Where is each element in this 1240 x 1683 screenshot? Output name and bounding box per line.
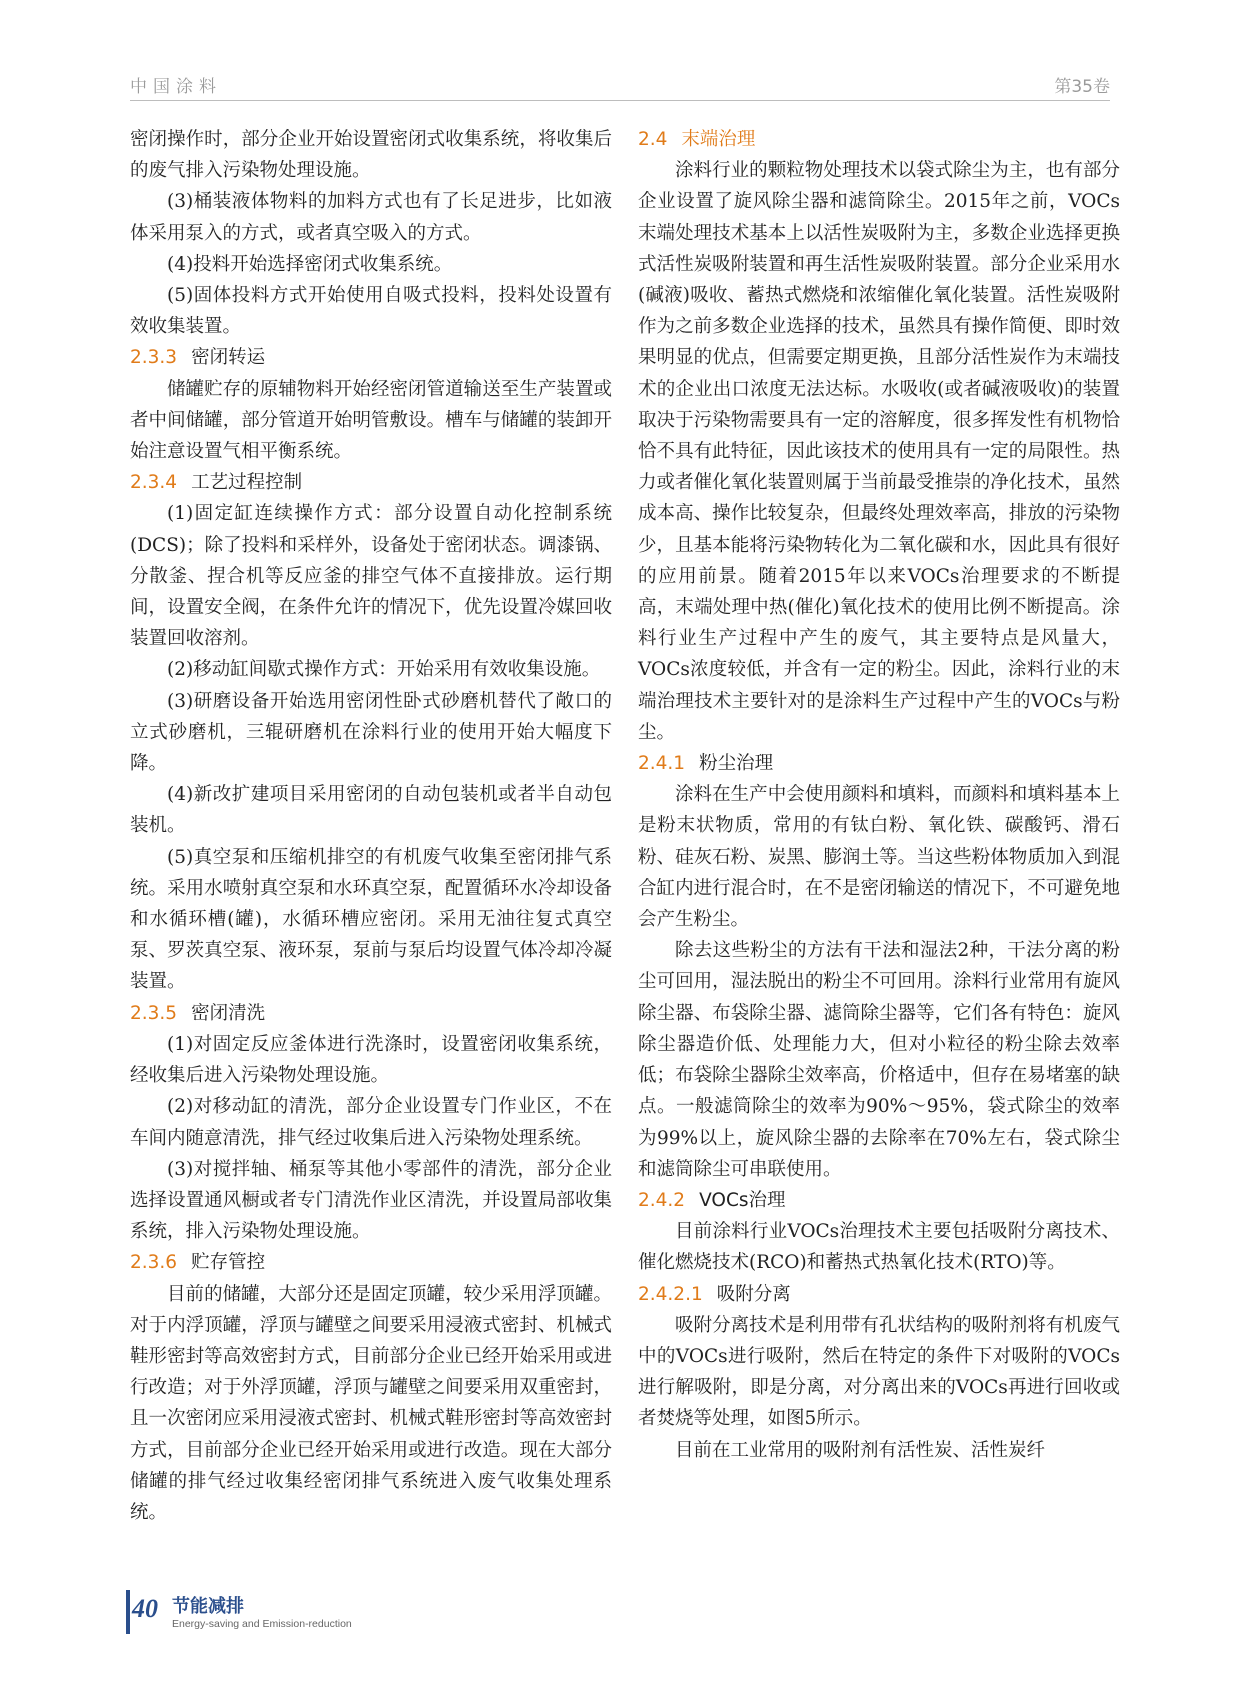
paragraph: 目前在工业常用的吸附剂有活性炭、活性炭纤 — [675, 1439, 1046, 1461]
section-heading-2-3-4 — [130, 467, 612, 498]
paragraph: 涂料行业的颗粒物处理技术以袋式除尘为主，也有部分企业设置了旋风除尘器和滤筒除尘。2015年之前，VOCs末端处理技术基本上以活性炭吸附为主，多数企业选择更换式活性炭吸附装置和再生活性炭吸附装置。部分企业采用水(碱液)吸收、蓄热式燃烧和浓缩催化氧化装置。活性炭吸附作为之前多数企业选择的技术，虽然具有操作简便、即时效果明显的优点，但需要定期更换，且部分活性炭作为末端技术的企业出口浓度无法达标。水吸收(或者碱液吸收)的装置取决于污染物需要具有一定的溶解度，很多挥发性有机物恰恰不具有此特征，因此该技术的使用具有一定的局限性。热力或者催化氧化装置则属于当前最受推崇的净化技术，虽然成本高、操作比较复杂，但最终处理效率高，排放的污染物少，且基本能将污染物转化为二氧化碳和水，因此具有很好的应用前景。随着2015年以来VOCs治理要求的不断提高，末端处理中热(催化)氧化技术的使用比例不断提高。涂料行业生产过程中产生的废气，其主要特点是风量大，VOCs浓度较低，并含有一定的粉尘。因此，涂料行业的末端治理技术主要针对的是涂料生产过程中产生的VOCs与粉尘。 — [638, 160, 1120, 743]
paragraph: (3)桶装液体物料的加料方式也有了长足进步，比如液体采用泵入的方式，或者真空吸入的方式。 — [130, 191, 612, 244]
section-number: 2.4.2 — [638, 1189, 686, 1211]
section-title: 工艺过程控制 — [191, 472, 303, 494]
paragraph: (1)固定缸连续操作方式：部分设置自动化控制系统(DCS)；除了投料和采样外，设备处于密闭状态。调漆锅、分散釜、捏合机等反应釜的排空气体不直接排放。运行期间，设置安全阀，在条件允许的情况下，优先设置冷媒回收装置回收溶剂。 — [130, 503, 612, 650]
header-rule — [130, 100, 1110, 101]
section-number: 2.3.5 — [130, 1002, 178, 1024]
section-title: 末端治理 — [681, 129, 756, 150]
section-heading-2-3-6 — [130, 1247, 612, 1278]
section-heading-2-4-2 — [638, 1185, 1120, 1216]
section-number: 2.3.6 — [130, 1252, 178, 1274]
section-heading-2-4-2-1 — [638, 1279, 1120, 1310]
section-label-english: Energy-saving and Emission-reduction — [172, 1618, 352, 1630]
section-heading-2-4 — [638, 124, 1120, 155]
volume-number: 第35卷 — [1054, 77, 1110, 97]
paragraph: (5)真空泵和压缩机排空的有机废气收集至密闭排气系统。采用水喷射真空泵和水环真空泵，配置循环水冷却设备和水循环槽(罐)，水循环槽应密闭。采用无油往复式真空泵、罗茨真空泵、液环泵，泵前与泵后均设置气体冷却冷凝装置。 — [130, 846, 612, 993]
right-column — [638, 124, 1120, 1466]
paragraph: 涂料在生产中会使用颜料和填料，而颜料和填料基本上是粉末状物质，常用的有钛白粉、氧化铁、碳酸钙、滑石粉、硅灰石粉、炭黑、膨润土等。当这些粉体物质加入到混合缸内进行混合时，在不是密闭输送的情况下，不可避免地会产生粉尘。 — [638, 784, 1120, 931]
paragraph: (5)固体投料方式开始使用自吸式投料，投料处设置有效收集装置。 — [130, 285, 612, 338]
paragraph: (4)投料开始选择密闭式收集系统。 — [167, 253, 453, 275]
paragraph: 目前涂料行业VOCs治理技术主要包括吸附分离技术、催化燃烧技术(RCO)和蓄热式热氧化技术(RTO)等。 — [638, 1221, 1120, 1274]
section-number: 2.4.2.1 — [638, 1283, 703, 1305]
paragraph: 储罐贮存的原辅物料开始经密闭管道输送至生产装置或者中间储罐，部分管道开始明管敷设。槽车与储罐的装卸开始注意设置气相平衡系统。 — [130, 378, 612, 463]
left-column — [130, 124, 612, 1528]
page-number: 40 — [132, 1594, 158, 1623]
section-title: 密闭清洗 — [191, 1002, 266, 1024]
paragraph: 吸附分离技术是利用带有孔状结构的吸附剂将有机废气中的VOCs进行吸附，然后在特定的条件下对吸附的VOCs进行解吸附，即是分离，对分离出来的VOCs再进行回收或者焚烧等处理，如图5所示。 — [638, 1314, 1120, 1430]
section-title: 粉尘治理 — [699, 753, 774, 775]
section-number: 2.4 — [638, 129, 668, 150]
paragraph: 密闭操作时，部分企业开始设置密闭式收集系统，将收集后的废气排入污染物处理设施。 — [130, 129, 612, 182]
running-header — [130, 68, 1110, 102]
journal-name: 中国涂料 — [130, 77, 222, 97]
page-footer — [126, 1590, 546, 1640]
section-title: VOCs治理 — [699, 1189, 786, 1211]
section-heading-2-4-1 — [638, 748, 1120, 779]
paragraph: (3)对搅拌轴、桶泵等其他小零部件的清洗，部分企业选择设置通风橱或者专门清洗作业区清洗，并设置局部收集系统，排入污染物处理设施。 — [130, 1158, 612, 1243]
section-number: 2.3.3 — [130, 347, 178, 369]
paragraph: 除去这些粉尘的方法有干法和湿法2种，干法分离的粉尘可回用，湿法脱出的粉尘不可回用。涂料行业常用有旋风除尘器、布袋除尘器、滤筒除尘器等，它们各有特色：旋风除尘器造价低、处理能力大，但对小粒径的粉尘除去效率低；布袋除尘器除尘效率高，价格适中，但存在易堵塞的缺点。一般滤筒除尘的效率为90%～95%，袋式除尘的效率为99%以上，旋风除尘器的去除率在70%左右，袋式除尘和滤筒除尘可串联使用。 — [638, 940, 1120, 1180]
paragraph: (2)移动缸间歇式操作方式：开始采用有效收集设施。 — [167, 659, 601, 681]
section-heading-2-3-5 — [130, 998, 612, 1029]
paragraph: (2)对移动缸的清洗，部分企业设置专门作业区，不在车间内随意清洗，排气经过收集后进入污染物处理系统。 — [130, 1096, 612, 1149]
paragraph: (3)研磨设备开始选用密闭性卧式砂磨机替代了敞口的立式砂磨机，三辊研磨机在涂料行业的使用开始大幅度下降。 — [130, 690, 612, 775]
section-number: 2.3.4 — [130, 472, 178, 494]
section-label: 节能减排 — [172, 1596, 244, 1617]
section-heading-2-3-3 — [130, 342, 612, 373]
section-title: 密闭转运 — [191, 347, 266, 369]
paragraph: (1)对固定反应釜体进行洗涤时，设置密闭收集系统，经收集后进入污染物处理设施。 — [130, 1033, 612, 1087]
section-title: 吸附分离 — [716, 1283, 791, 1305]
section-title: 贮存管控 — [191, 1252, 266, 1274]
paragraph: 目前的储罐，大部分还是固定顶罐，较少采用浮顶罐。对于内浮顶罐，浮顶与罐壁之间要采用浸液式密封、机械式鞋形密封等高效密封方式，目前部分企业已经开始采用或进行改造；对于外浮顶罐，浮顶与罐壁之间要采用双重密封，且一次密闭应采用浸液式密封、机械式鞋形密封等高效密封方式，目前部分企业已经开始采用或进行改造。现在大部分储罐的排气经过收集经密闭排气系统进入废气收集处理系统。 — [130, 1283, 612, 1523]
section-number: 2.4.1 — [638, 753, 686, 775]
paragraph: (4)新改扩建项目采用密闭的自动包装机或者半自动包装机。 — [130, 784, 612, 837]
